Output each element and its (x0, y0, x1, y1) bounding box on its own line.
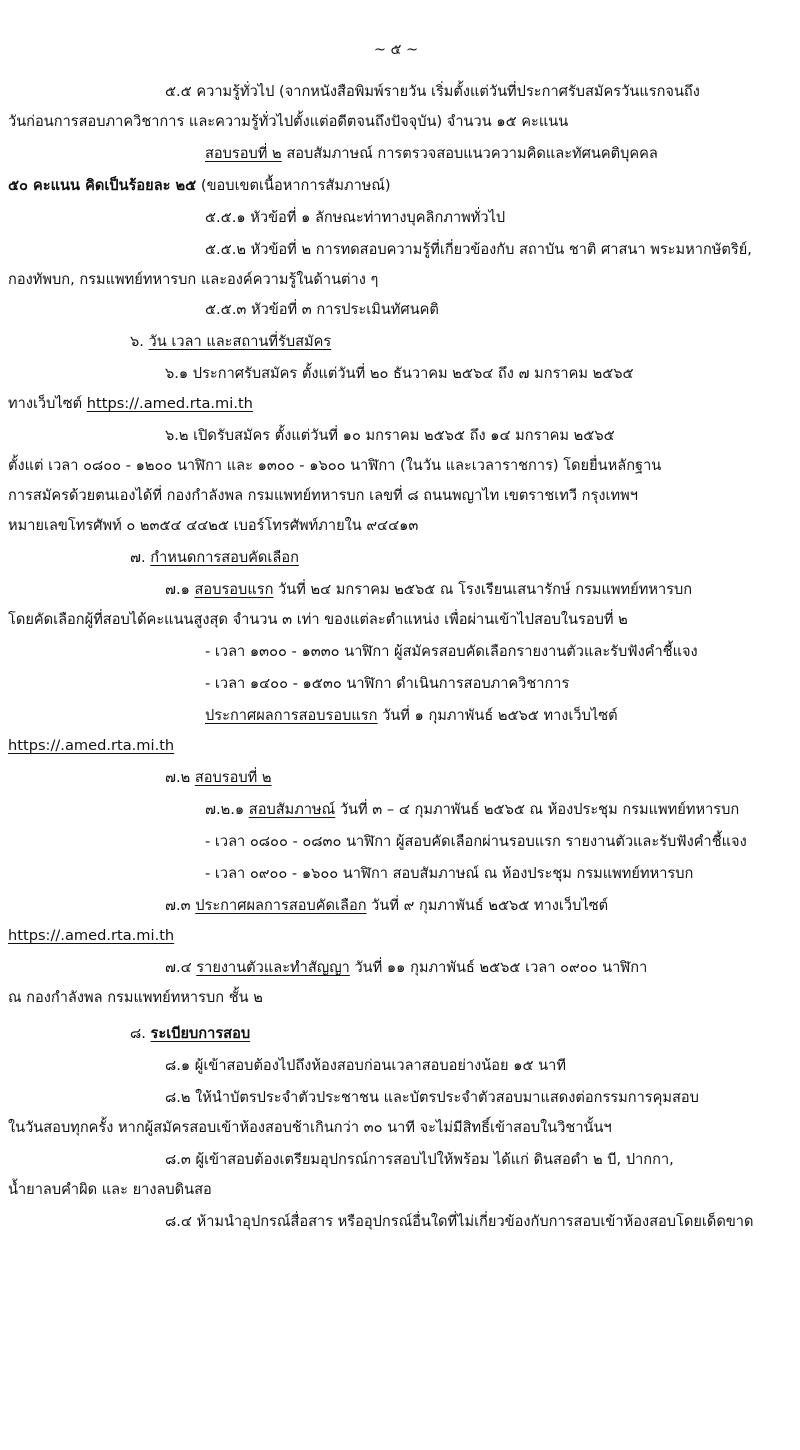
round-2-description: สอบสัมภาษณ์ การตรวจสอบแนวความคิดและทัศนคติบุคคล (281, 145, 658, 162)
section-7-1-line-1 (165, 580, 692, 600)
section-8-1: ๘.๑ ผู้เข้าสอบต้องไปถึงห้องสอบก่อนเวลาสอบอย่างน้อย ๑๕ นาที (165, 1057, 566, 1074)
section-6-2-line-4: หมายเลขโทรศัพท์ ๐ ๒๓๕๔ ๔๔๒๕ เบอร์โทรศัพท์ภายใน ๙๔๔๑๓ (8, 517, 419, 534)
section-8-2-line-1: ๘.๒ ให้นำบัตรประจำตัวประชาชน และบัตรประจำตัวสอบมาแสดงต่อกรรมการคุมสอบ (165, 1089, 699, 1106)
section-7-2-heading (165, 768, 272, 788)
round-2-label: สอบรอบที่ ๒ (205, 145, 282, 162)
section-6-2-line-2: ตั้งแต่ เวลา ๐๘๐๐ - ๑๒๐๐ นาฬิกา และ ๑๓๐๐ - ๑๖๐๐ นาฬิกา (ในวัน และเวลาราชการ) โดยยื่นหลักฐาน (8, 457, 662, 474)
first-round-announcement-date: วันที่ ๑ กุมภาพันธ์ ๒๕๖๕ ทางเว็บไซต์ (377, 707, 618, 724)
section-7-2-1-number: ๗.๒.๑ (205, 801, 249, 818)
first-round-schedule-1: - เวลา ๑๓๐๐ - ๑๓๓๐ นาฬิกา ผู้สมัครสอบคัดเลือกรายงานตัวและรับฟังคำชี้แจง (205, 643, 698, 660)
topic-5-5-3: ๕.๕.๓ หัวข้อที่ ๓ การประเมินทัศนคติ (205, 301, 439, 318)
round-2-score: ๕๐ คะแนน (8, 177, 86, 194)
section-8-number: ๘. (130, 1025, 151, 1042)
section-7-3-line-1 (165, 896, 608, 916)
section-5-5-line-1: ๕.๕ ความรู้ทั่วไป (จากหนังสือพิมพ์รายวัน เริ่มตั้งแต่วันที่ประกาศรับสมัครวันแรกจนถึง (165, 83, 700, 100)
section-6-number: ๖. (130, 333, 149, 350)
section-7-title: กำหนดการสอบคัดเลือก (150, 549, 299, 566)
round-2-scope: (ขอบเขตเนื้อหาการสัมภาษณ์) (196, 177, 391, 194)
website-link-2[interactable] (8, 736, 174, 756)
website-link-2-text[interactable]: https://.amed.rta.mi.th (8, 737, 175, 754)
section-5-5-line-2: วันก่อนการสอบภาควิชาการ และความรู้ทั่วไปตั้งแต่อดีตจนถึงปัจจุบัน) จำนวน ๑๕ คะแนน (8, 113, 569, 130)
result-announcement-date: วันที่ ๙ กุมภาพันธ์ ๒๕๖๕ ทางเว็บไซต์ (366, 897, 609, 914)
section-8-heading (130, 1024, 250, 1044)
section-6-title: วัน เวลา และสถานที่รับสมัคร (148, 333, 332, 350)
website-link-1[interactable]: https://.amed.rta.mi.th (86, 395, 253, 412)
topic-5-5-2-line-1: ๕.๕.๒ หัวข้อที่ ๒ การทดสอบความรู้ที่เกี่ยวข้องกับ สถาบัน ชาติ ศาสนา พระมหากษัตริย์, (205, 241, 752, 258)
section-7-4-number: ๗.๔ (165, 959, 197, 976)
section-7-4-line-1 (165, 958, 647, 978)
topic-5-5-1: ๕.๕.๑ หัวข้อที่ ๑ ลักษณะท่าทางบุคลิกภาพทั่วไป (205, 209, 506, 226)
round-2-percentage: คิดเป็นร้อยละ ๒๕ (85, 177, 197, 194)
round-2-line (205, 144, 658, 164)
website-label: ทางเว็บไซต์ (8, 395, 87, 412)
section-8-title: ระเบียบการสอบ (150, 1025, 251, 1042)
first-round-announcement (205, 706, 618, 726)
section-7-1-number: ๗.๑ (165, 581, 195, 598)
section-7-heading (130, 548, 299, 568)
round-2-score-line (8, 176, 391, 196)
section-7-3-number: ๗.๓ (165, 897, 196, 914)
website-link-3-text[interactable]: https://.amed.rta.mi.th (8, 927, 175, 944)
interview-details: วันที่ ๓ – ๔ กุมภาพันธ์ ๒๕๖๕ ณ ห้องประชุม กรมแพทย์ทหารบก (335, 801, 740, 818)
second-round-schedule-2: - เวลา ๐๙๐๐ - ๑๖๐๐ นาฬิกา สอบสัมภาษณ์ ณ ห้องประชุม กรมแพทย์ทหารบก (205, 865, 694, 882)
section-7-4-line-2: ณ กองกำลังพล กรมแพทย์ทหารบก ชั้น ๒ (8, 989, 263, 1006)
section-7-1-line-2: โดยคัดเลือกผู้ที่สอบได้คะแนนสูงสุด จำนวน ๓ เท่า ของแต่ละตำแหน่ง เพื่อผ่านเข้าไปสอบในรอบที่ ๒ (8, 611, 628, 628)
section-8-4: ๘.๔ ห้ามนำอุปกรณ์สื่อสาร หรืออุปกรณ์อื่นใดที่ไม่เกี่ยวข้องกับการสอบเข้าห้องสอบโดยเด็ดขาด (165, 1213, 754, 1230)
first-round-details: วันที่ ๒๔ มกราคม ๒๕๖๕ ณ โรงเรียนเสนารักษ์ กรมแพทย์ทหารบก (273, 581, 693, 598)
section-8-3-line-1: ๘.๓ ผู้เข้าสอบต้องเตรียมอุปกรณ์การสอบไปให้พร้อม ได้แก่ ดินสอดำ ๒ บี, ปากกา, (165, 1151, 674, 1168)
section-8-3-line-2: น้ำยาลบคำผิด และ ยางลบดินสอ (8, 1181, 212, 1198)
report-contract-label: รายงานตัวและทำสัญญา (196, 959, 350, 976)
page-number: ~ ๕ ~ (373, 41, 419, 58)
website-link-3[interactable] (8, 926, 174, 946)
report-contract-details: วันที่ ๑๑ กุมภาพันธ์ ๒๕๖๕ เวลา ๐๙๐๐ นาฬิกา (349, 959, 648, 976)
first-round-announcement-label: ประกาศผลการสอบรอบแรก (205, 707, 378, 724)
section-6-2-line-1: ๖.๒ เปิดรับสมัคร ตั้งแต่วันที่ ๑๐ มกราคม ๒๕๖๕ ถึง ๑๔ มกราคม ๒๕๖๕ (165, 427, 615, 444)
section-6-1-line-2 (8, 394, 253, 414)
first-round-label: สอบรอบแรก (194, 581, 274, 598)
section-6-2-line-3: การสมัครด้วยตนเองได้ที่ กองกำลังพล กรมแพทย์ทหารบก เลขที่ ๘ ถนนพญาไท เขตราชเทวี กรุงเทพฯ (8, 487, 638, 504)
result-announcement-label: ประกาศผลการสอบคัดเลือก (195, 897, 367, 914)
section-8-2-line-2: ในวันสอบทุกครั้ง หากผู้สมัครสอบเข้าห้องสอบช้าเกินกว่า ๓๐ นาที จะไม่มีสิทธิ์เข้าสอบในวิชานั้นฯ (8, 1119, 612, 1136)
second-round-label: สอบรอบที่ ๒ (194, 769, 272, 786)
interview-label: สอบสัมภาษณ์ (248, 801, 336, 818)
section-6-heading (130, 332, 331, 352)
section-7-2-number: ๗.๒ (165, 769, 195, 786)
section-6-1-line-1: ๖.๑ ประกาศรับสมัคร ตั้งแต่วันที่ ๒๐ ธันวาคม ๒๕๖๔ ถึง ๗ มกราคม ๒๕๖๕ (165, 365, 634, 382)
section-7-2-1 (205, 800, 739, 820)
topic-5-5-2-line-2: กองทัพบก, กรมแพทย์ทหารบก และองค์ความรู้ในด้านต่าง ๆ (8, 271, 379, 288)
section-7-number: ๗. (130, 549, 151, 566)
second-round-schedule-1: - เวลา ๐๘๐๐ - ๐๘๓๐ นาฬิกา ผู้สอบคัดเลือกผ่านรอบแรก รายงานตัวและรับฟังคำชี้แจง (205, 833, 747, 850)
first-round-schedule-2: - เวลา ๑๔๐๐ - ๑๕๓๐ นาฬิกา ดำเนินการสอบภาควิชาการ (205, 675, 570, 692)
